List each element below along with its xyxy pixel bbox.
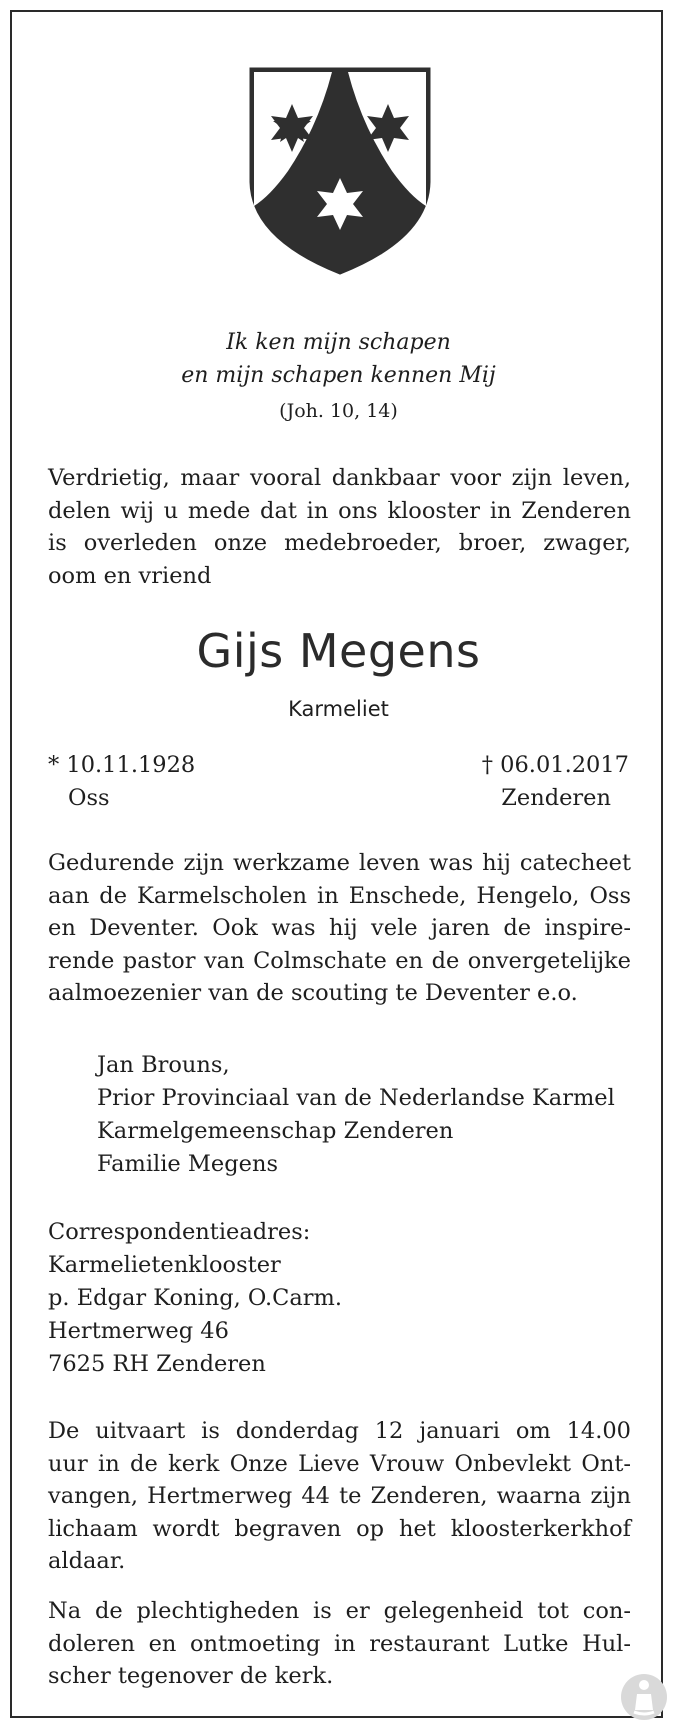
figure-watermark-icon [619,1672,669,1722]
deceased-name: Gijs Megens [196,624,481,678]
funeral-line: vangen, Hertmerweg 44 te Zenderen, waarna zijn [48,1483,631,1509]
condolence-line: Na de plechtigheden is er gelegenheid tot con- [48,1598,631,1624]
address-line: Hertmerweg 46 [48,1318,229,1344]
signer-line: Jan Brouns, [97,1052,230,1078]
life-line: aan de Karmelscholen in Enschede, Hengelo, Oss [48,882,631,909]
signer-line: Karmelgemeenschap Zenderen [97,1118,454,1144]
condolence-line: doleren en ontmoeting in restaurant Lutke Hul- [48,1630,631,1657]
life-line: Gedurende zijn werkzame leven was hij catecheet [48,850,631,876]
funeral-line: De uitvaart is donderdag 12 januari om 14.00 [48,1418,631,1444]
intro-line: delen wij u mede dat in ons klooster in Zenderen [48,497,631,524]
motto-line-2: en mijn schapen kennen Mij [181,363,496,388]
condolence-paragraph [48,1595,631,1693]
death-place: Zenderen [501,785,611,811]
intro-paragraph [48,462,631,592]
correspondence-address [48,1216,342,1381]
signer-line: Prior Provinciaal van de Nederlandse Karmel [97,1085,615,1111]
death-date: † 06.01.2017 [481,752,629,778]
carmelite-crest-icon [248,66,432,276]
funeral-line: uur in de kerk Onze Lieve Vrouw Onbevlekt Ont- [48,1450,631,1477]
life-line: aalmoezenier van de scouting te Deventer e.o. [48,980,578,1006]
signers-list [97,1049,615,1181]
deceased-role: Karmeliet [288,697,389,721]
intro-line: is overleden onze medebroeder, broer, zwager, [48,530,631,556]
bible-reference: (Joh. 10, 14) [279,400,398,422]
address-line: p. Edgar Koning, O.Carm. [48,1285,343,1311]
condolence-line: scher tegenover de kerk. [48,1663,334,1689]
address-line: Karmelietenklooster [48,1252,281,1278]
intro-line: oom en vriend [48,562,212,589]
intro-line: Verdrietig, maar vooral dankbaar voor zijn leven, [48,465,631,491]
life-paragraph [48,847,631,1010]
motto-line-1: Ik ken mijn schapen [226,330,451,355]
birth-place: Oss [68,785,110,811]
birth-date: * 10.11.1928 [48,752,196,778]
address-line: Correspondentieadres: [48,1219,311,1245]
address-line: 7625 RH Zenderen [48,1351,266,1377]
funeral-line: aldaar. [48,1548,126,1574]
funeral-paragraph [48,1415,631,1578]
life-line: rende pastor van Colmschate en de onvergetelijke [48,947,631,974]
life-line: en Deventer. Ook was hij vele jaren de inspire- [48,915,631,941]
signer-line: Familie Megens [97,1151,278,1177]
funeral-line: lichaam wordt begraven op het kloosterkerkhof [48,1515,631,1542]
